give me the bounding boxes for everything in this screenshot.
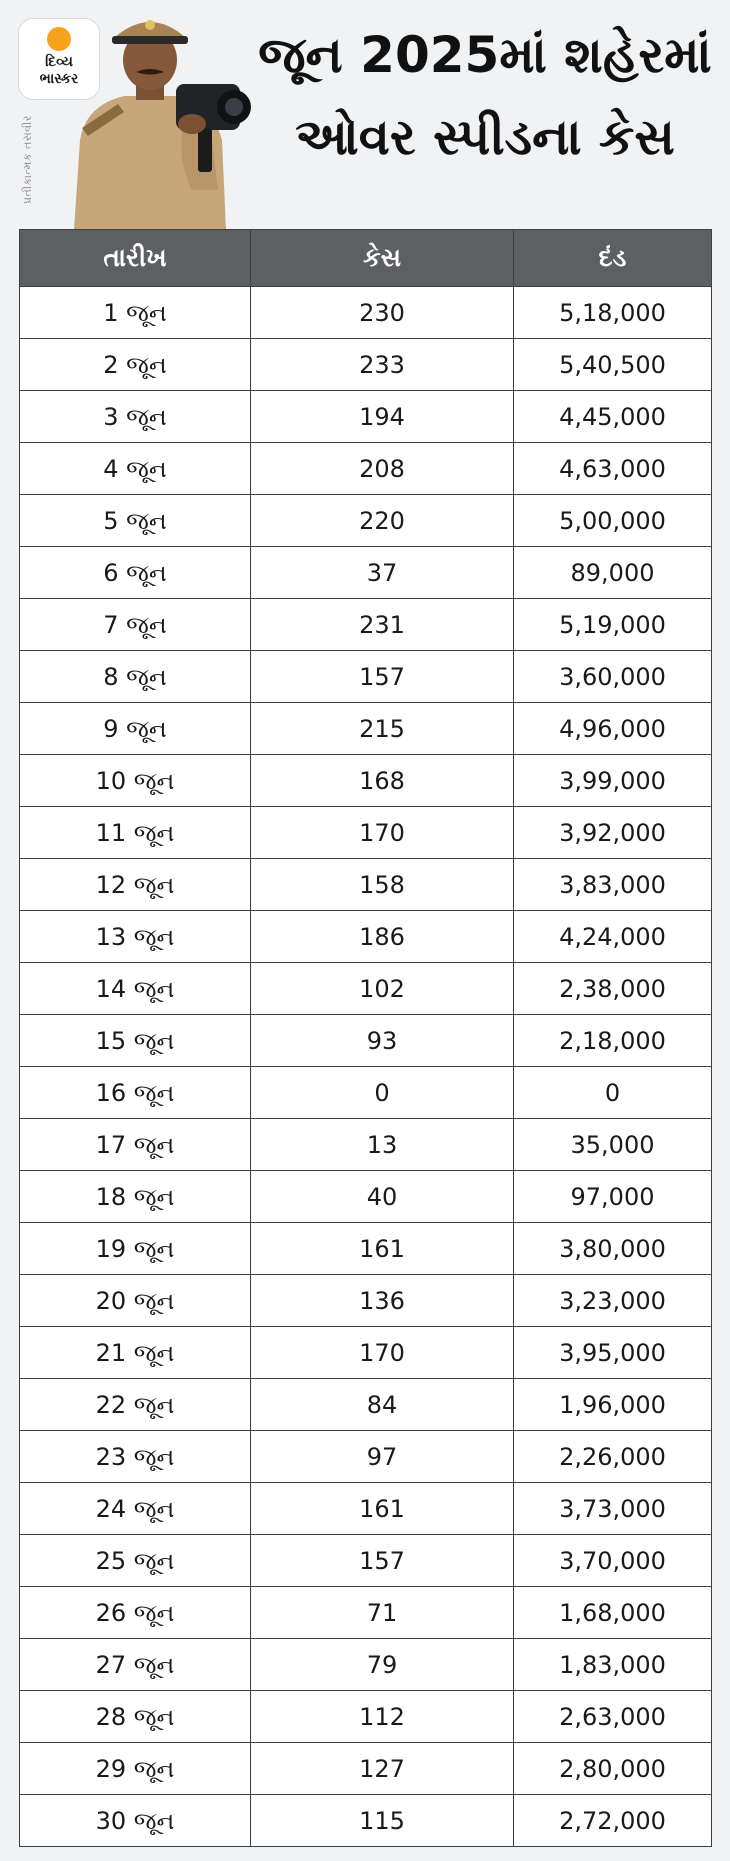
cell-date: 5 જૂન (20, 495, 251, 547)
table-row (20, 443, 712, 495)
cell-fine: 3,23,000 (514, 1275, 712, 1327)
cell-fine: 35,000 (514, 1119, 712, 1171)
table-header-row (20, 230, 712, 287)
cell-cases: 112 (251, 1691, 514, 1743)
table-row (20, 1067, 712, 1119)
cell-cases: 84 (251, 1379, 514, 1431)
cell-fine: 3,99,000 (514, 755, 712, 807)
headline (255, 14, 715, 178)
cell-date: 26 જૂન (20, 1587, 251, 1639)
cell-fine: 2,18,000 (514, 1015, 712, 1067)
table-row (20, 339, 712, 391)
cell-fine: 0 (514, 1067, 712, 1119)
cell-date: 22 જૂન (20, 1379, 251, 1431)
table-row (20, 495, 712, 547)
table-row (20, 755, 712, 807)
cell-fine: 3,80,000 (514, 1223, 712, 1275)
cell-cases: 97 (251, 1431, 514, 1483)
cell-date: 10 જૂન (20, 755, 251, 807)
cell-cases: 13 (251, 1119, 514, 1171)
cell-cases: 170 (251, 1327, 514, 1379)
cell-date: 20 જૂન (20, 1275, 251, 1327)
cell-date: 19 જૂન (20, 1223, 251, 1275)
table-row (20, 287, 712, 339)
table-row (20, 1639, 712, 1691)
table-row (20, 1379, 712, 1431)
cell-cases: 157 (251, 651, 514, 703)
image-caption: પ્રતીકાત્મક તસવીર (21, 115, 34, 205)
cell-cases: 37 (251, 547, 514, 599)
cell-cases: 215 (251, 703, 514, 755)
cell-date: 6 જૂન (20, 547, 251, 599)
logo-text-line2: ભાસ્કર (39, 71, 79, 87)
cell-fine: 4,63,000 (514, 443, 712, 495)
cell-date: 23 જૂન (20, 1431, 251, 1483)
cell-cases: 79 (251, 1639, 514, 1691)
table-row (20, 599, 712, 651)
cell-fine: 5,19,000 (514, 599, 712, 651)
cell-cases: 157 (251, 1535, 514, 1587)
cell-fine: 2,26,000 (514, 1431, 712, 1483)
cell-date: 25 જૂન (20, 1535, 251, 1587)
cell-date: 27 જૂન (20, 1639, 251, 1691)
cell-date: 15 જૂન (20, 1015, 251, 1067)
cell-fine: 2,63,000 (514, 1691, 712, 1743)
cell-fine: 3,60,000 (514, 651, 712, 703)
cell-fine: 1,96,000 (514, 1379, 712, 1431)
cell-cases: 136 (251, 1275, 514, 1327)
cell-cases: 115 (251, 1795, 514, 1847)
cell-cases: 170 (251, 807, 514, 859)
cell-date: 21 જૂન (20, 1327, 251, 1379)
cell-date: 17 જૂન (20, 1119, 251, 1171)
table-row (20, 1795, 712, 1847)
cell-cases: 93 (251, 1015, 514, 1067)
cell-cases: 231 (251, 599, 514, 651)
cell-cases: 220 (251, 495, 514, 547)
cell-fine: 4,45,000 (514, 391, 712, 443)
cell-fine: 1,68,000 (514, 1587, 712, 1639)
cell-date: 14 જૂન (20, 963, 251, 1015)
cell-fine: 3,95,000 (514, 1327, 712, 1379)
cell-fine: 5,00,000 (514, 495, 712, 547)
cell-date: 1 જૂન (20, 287, 251, 339)
cell-date: 11 જૂન (20, 807, 251, 859)
cell-date: 2 જૂન (20, 339, 251, 391)
header-fine: દંડ (514, 230, 712, 287)
cell-cases: 158 (251, 859, 514, 911)
cell-cases: 40 (251, 1171, 514, 1223)
headline-line1: જૂન 2025માં શહેરમાં (258, 26, 712, 84)
table-row (20, 911, 712, 963)
cell-cases: 194 (251, 391, 514, 443)
cell-date: 13 જૂન (20, 911, 251, 963)
cell-date: 18 જૂન (20, 1171, 251, 1223)
cell-cases: 71 (251, 1587, 514, 1639)
table-row (20, 1431, 712, 1483)
table-row (20, 1483, 712, 1535)
cell-date: 12 જૂન (20, 859, 251, 911)
cell-cases: 230 (251, 287, 514, 339)
cell-date: 4 જૂન (20, 443, 251, 495)
cell-cases: 233 (251, 339, 514, 391)
cell-fine: 97,000 (514, 1171, 712, 1223)
cell-date: 3 જૂન (20, 391, 251, 443)
cell-fine: 2,72,000 (514, 1795, 712, 1847)
cell-fine: 89,000 (514, 547, 712, 599)
cell-fine: 3,70,000 (514, 1535, 712, 1587)
table-row (20, 391, 712, 443)
cell-cases: 161 (251, 1223, 514, 1275)
cell-date: 29 જૂન (20, 1743, 251, 1795)
cell-date: 24 જૂન (20, 1483, 251, 1535)
cell-fine: 1,83,000 (514, 1639, 712, 1691)
table-row (20, 703, 712, 755)
cell-date: 9 જૂન (20, 703, 251, 755)
table-row (20, 859, 712, 911)
table-row (20, 1535, 712, 1587)
header-cases: કેસ (251, 230, 514, 287)
cell-fine: 4,96,000 (514, 703, 712, 755)
cell-cases: 208 (251, 443, 514, 495)
cell-fine: 3,73,000 (514, 1483, 712, 1535)
cell-cases: 127 (251, 1743, 514, 1795)
table-row (20, 1119, 712, 1171)
cell-date: 28 જૂન (20, 1691, 251, 1743)
cell-fine: 2,80,000 (514, 1743, 712, 1795)
table-row (20, 547, 712, 599)
cell-fine: 3,83,000 (514, 859, 712, 911)
cell-date: 7 જૂન (20, 599, 251, 651)
cell-fine: 4,24,000 (514, 911, 712, 963)
table-row (20, 1327, 712, 1379)
table-row (20, 1691, 712, 1743)
cell-fine: 2,38,000 (514, 963, 712, 1015)
header-date: તારીખ (20, 230, 251, 287)
table-row (20, 1743, 712, 1795)
table-row (20, 1223, 712, 1275)
cell-fine: 5,40,500 (514, 339, 712, 391)
cell-cases: 0 (251, 1067, 514, 1119)
table-row (20, 651, 712, 703)
cell-cases: 161 (251, 1483, 514, 1535)
cell-cases: 102 (251, 963, 514, 1015)
cell-cases: 186 (251, 911, 514, 963)
cell-cases: 168 (251, 755, 514, 807)
cell-fine: 3,92,000 (514, 807, 712, 859)
table-body (20, 287, 712, 1847)
cell-date: 30 જૂન (20, 1795, 251, 1847)
table-row (20, 1015, 712, 1067)
table-row (20, 963, 712, 1015)
table-row (20, 1171, 712, 1223)
traffic-police-officer-image (64, 0, 254, 230)
table-row (20, 807, 712, 859)
logo-text-line1: દિવ્ય (45, 54, 73, 70)
table-row (20, 1587, 712, 1639)
table-row (20, 1275, 712, 1327)
cell-date: 16 જૂન (20, 1067, 251, 1119)
headline-line2: ઓવર સ્પીડના કેસ (295, 108, 675, 166)
cell-date: 8 જૂન (20, 651, 251, 703)
cell-fine: 5,18,000 (514, 287, 712, 339)
overspeed-cases-table (19, 229, 711, 1847)
